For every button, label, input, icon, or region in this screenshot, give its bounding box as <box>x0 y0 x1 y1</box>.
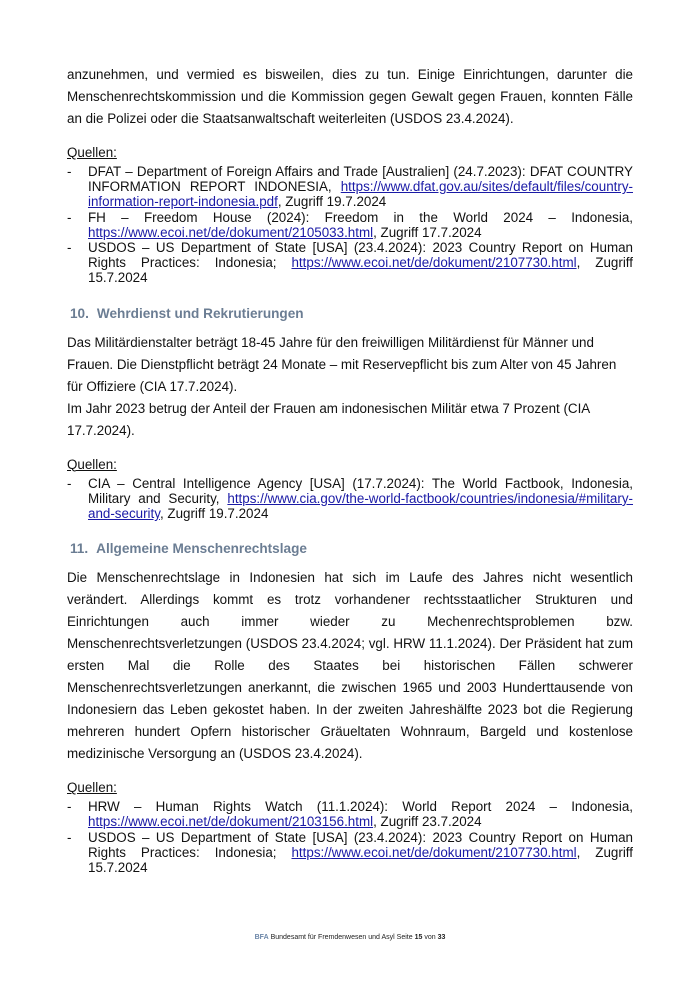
sources-list-intro <box>67 164 633 286</box>
section-heading-10: 10. Wehrdienst und Rekrutierungen <box>70 305 304 321</box>
document-page <box>67 64 633 875</box>
footer-page-total: 33 <box>437 934 446 941</box>
source-link[interactable]: https://www.ecoi.net/de/dokument/2103156.html <box>88 814 374 830</box>
footer-of-word: von <box>424 934 436 941</box>
sources-label: Quellen: <box>67 780 117 796</box>
source-link[interactable]: https://www.ecoi.net/de/dokument/2107730.html <box>291 255 577 271</box>
page-footer <box>0 934 700 941</box>
source-link[interactable]: https://www.ecoi.net/de/dokument/2105033.html <box>88 224 374 240</box>
footer-org: Bundesamt für Fremdenwesen und Asyl <box>270 934 395 941</box>
footer-page-word: Seite <box>396 934 413 941</box>
source-item: - FH – Freedom House (2024): Freedom in the World 2024 – Indonesia, https://www.ecoi.net/de/dokument/2105033.html, Zugriff 17.7.2024 <box>67 209 633 240</box>
footer-brand: BFA <box>254 934 269 941</box>
source-link[interactable]: https://www.ecoi.net/de/dokument/2107730.html <box>291 844 577 860</box>
section10-paragraph2: Im Jahr 2023 betrug der Anteil der Frauen am indonesischen Militär etwa 7 Prozent (CIA 17.7.2024). <box>67 400 590 438</box>
sources-label: Quellen: <box>67 456 117 472</box>
source-item: - USDOS – US Department of State [USA] (23.4.2024): 2023 Country Report on Human Rights Practices: Indonesia; https://www.ecoi.net/de/dokument/2107730.html, Zugriff 15.7.2024 <box>67 240 633 286</box>
source-item: - DFAT – Department of Foreign Affairs and Trade [Australien] (24.7.2023): DFAT COUNTRY INFORMATION REPORT INDONESIA, https://www.dfat.gov.au/sites/default/files/country-information-report-indonesia.pdf, Zugriff 19.7.2024 <box>67 164 633 210</box>
source-link[interactable]: https://www.dfat.gov.au/sites/default/files/country-information-report-indonesia.pdf <box>88 179 633 210</box>
source-link[interactable]: https://www.cia.gov/the-world-factbook/countries/indonesia/#military-and-security <box>88 490 633 522</box>
sources-label: Quellen: <box>67 145 117 160</box>
source-item: - HRW – Human Rights Watch (11.1.2024): World Report 2024 – Indonesia, https://www.ecoi.net/de/dokument/2103156.html, Zugriff 23.7.2024 <box>67 799 633 830</box>
sources-list-section10 <box>67 476 633 522</box>
section11-paragraph1: Die Menschenrechtslage in Indonesien hat sich im Laufe des Jahres nicht wesentlich verändert. Allerdings kommt es trotz vorhandener rechtsstaatlicher Strukturen und Einrichtungen auch immer wieder zu Mechenrechtsproblemen bzw. Menschenrechtsverletzungen (USDOS 23.4.2024; vgl. HRW 11.1.2024). Der Präsident hat zum ersten Mal die Rolle des Staates bei historischen Fällen schwerer Menschenrechtsverletzungen anerkannt, die zwischen 1965 und 2003 Hunderttausende von Indonesiern das Leben gekostet haben. In der zweiten Jahreshälfte 2023 bot die Regierung mehreren hundert Opfern historischer Gräueltaten Wohnraum, Bargeld und kostenlose medizinische Versorgung an (USDOS 23.4.2024). <box>67 570 633 762</box>
source-item: - USDOS – US Department of State [USA] (23.4.2024): 2023 Country Report on Human Rights Practices: Indonesia; https://www.ecoi.net/de/dokument/2107730.html, Zugriff 15.7.2024 <box>67 829 633 876</box>
section-heading-11: 11. Allgemeine Menschenrechtslage <box>70 541 307 557</box>
sources-list-section11 <box>67 799 633 875</box>
footer-page-number: 15 <box>414 934 423 941</box>
section10-paragraph1: Das Militärdienstalter beträgt 18-45 Jahre für den freiwilligen Militärdienst für Männer und Frauen. Die Dienstpflicht beträgt 24 Monate – mit Reservepflicht bis zum Alter von 45 Jahren für Offiziere (CIA 17.7.2024). <box>67 334 617 394</box>
intro-paragraph: anzunehmen, und vermied es bisweilen, dies zu tun. Einige Einrichtungen, darunter die Menschenrechtskommission und die Kommission gegen Gewalt gegen Frauen, konnten Fälle an die Polizei oder die Staatsanwaltschaft weiterleiten (USDOS 23.4.2024). <box>67 67 633 126</box>
source-item: - CIA – Central Intelligence Agency [USA] (17.7.2024): The World Factbook, Indonesia, Military and Security, https://www.cia.gov/the-world-factbook/countries/indonesia/#military-and-security, Zugriff 19.7.2024 <box>67 475 633 522</box>
